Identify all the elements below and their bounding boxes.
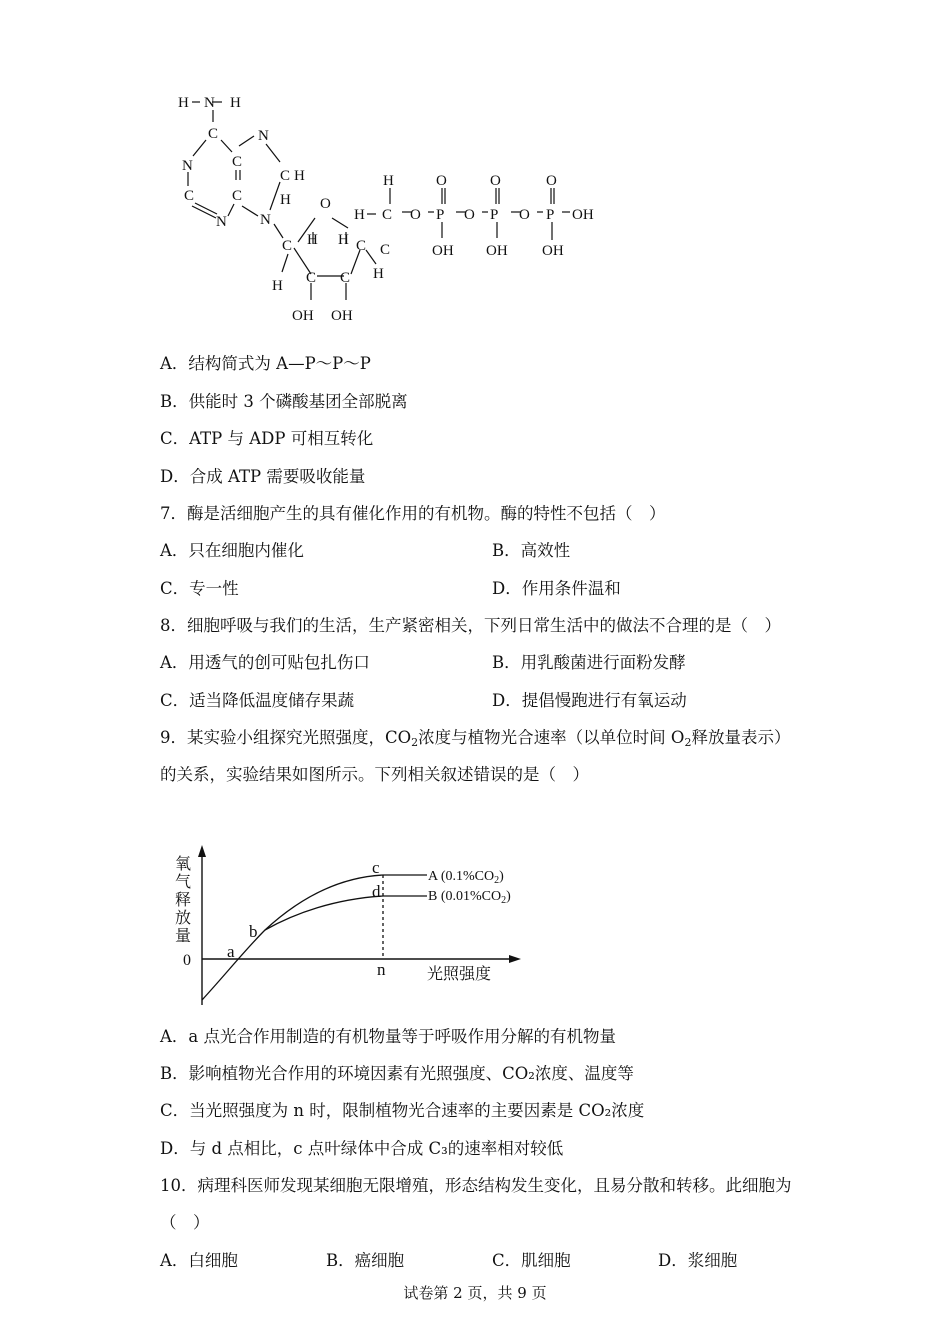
atom: H [373, 266, 384, 282]
atom: N [216, 214, 227, 230]
atp-atoms [178, 95, 594, 324]
atom: O [320, 196, 331, 212]
q8-option-d: D．提倡慢跑进行有氧运动 [492, 691, 687, 710]
q9-option-d: D．与 d 点相比，c 点叶绿体中合成 C₃的速率相对较低 [160, 1139, 564, 1158]
atom: C [306, 270, 317, 286]
atom: O [464, 207, 475, 223]
point-b-label: b [249, 922, 258, 941]
atom: O [546, 173, 557, 189]
atom: C [356, 238, 367, 254]
q6-option-b: B．供能时 3 个磷酸基团全部脱离 [160, 392, 408, 411]
atom: N [260, 212, 271, 228]
q7-option-a: A．只在细胞内催化 [160, 541, 304, 560]
q10-option-a: A．白细胞 [160, 1251, 238, 1270]
y-label-char: 量 [175, 928, 192, 945]
atom: P [490, 207, 499, 223]
page-footer: 试卷第 2 页，共 9 页 [403, 1284, 547, 1302]
q7-option-d: D．作用条件温和 [492, 579, 621, 598]
x-axis-arrow [509, 955, 521, 963]
atom: O [490, 173, 501, 189]
point-d-label: d [372, 882, 381, 901]
atom: H [307, 232, 318, 248]
atom: OH [486, 243, 508, 259]
q9-stem-line2: 的关系，实验结果如图所示。下列相关叙述错误的是（ ） [160, 765, 589, 784]
q9-option-b: B．影响植物光合作用的环境因素有光照强度、CO₂浓度、温度等 [160, 1064, 634, 1083]
atom: C [184, 188, 195, 204]
curve-b [265, 896, 427, 930]
atom: H [354, 207, 365, 223]
atom: C [340, 270, 351, 286]
atom: H [280, 192, 291, 208]
q6-option-d: D．合成 ATP 需要吸收能量 [160, 467, 366, 486]
atom: H [230, 95, 241, 111]
atom: O [410, 207, 421, 223]
y-label-char: 释 [175, 892, 192, 909]
curve-a [202, 875, 427, 1000]
atom: OH [572, 207, 594, 223]
q10-option-d: D．浆细胞 [658, 1251, 738, 1270]
atom: C [282, 238, 293, 254]
q9-option-a: A．a 点光合作用制造的有机物量等于呼吸作用分解的有机物量 [160, 1027, 617, 1046]
q10-stem: 10．病理科医师发现某细胞无限增殖，形态结构发生变化，且易分散和转移。此细胞为 [160, 1176, 792, 1195]
atom: C [208, 126, 219, 142]
point-c-label: c [372, 858, 380, 877]
atom: N [204, 95, 215, 111]
q10-option-b: B．癌细胞 [326, 1251, 405, 1270]
atp-structure-diagram [170, 88, 620, 333]
atom: H [272, 278, 283, 294]
q7-option-c: C．专一性 [160, 579, 239, 598]
q8-option-a: A．用透气的创可贴包扎伤口 [160, 653, 370, 672]
atom: OH [542, 243, 564, 259]
atom: H [338, 232, 349, 248]
atom: O [436, 173, 447, 189]
q6-option-a: A．结构简式为 A—P～P～P [160, 354, 371, 373]
y-axis-label [175, 855, 191, 945]
q6-option-c: C．ATP 与 ADP 可相互转化 [160, 429, 374, 448]
q10-option-c: C．肌细胞 [492, 1251, 571, 1270]
q9-stem: 9．某实验小组探究光照强度，$CO_2$浓度与植物光合速率（以单位时间 $O_2$释放量表示） [160, 728, 791, 749]
atom: P [546, 207, 555, 223]
q8-option-b: B．用乳酸菌进行面粉发酵 [492, 653, 686, 672]
atom: N [182, 158, 193, 174]
y-axis-arrow [198, 845, 206, 857]
x-axis-label: 光照强度 [427, 966, 492, 983]
atom: N [258, 128, 269, 144]
q7-stem: 7．酶是活细胞产生的具有催化作用的有机物。酶的特性不包括（ ） [160, 504, 666, 523]
atom: C [382, 207, 393, 223]
q8-stem: 8．细胞呼吸与我们的生活，生产紧密相关，下列日常生活中的做法不合理的是（ ） [160, 616, 781, 635]
atom: H [383, 173, 394, 189]
atom: C [232, 154, 243, 170]
y-label-char: 气 [175, 874, 192, 891]
atom: H [294, 168, 305, 184]
atom: C [232, 188, 243, 204]
atom: OH [292, 308, 314, 324]
origin-label: 0 [183, 952, 191, 969]
y-label-char: 放 [175, 910, 192, 927]
curve-b-label: B $(0.01\%CO_2)$ [428, 889, 511, 906]
atom: C [380, 242, 391, 258]
q9-option-c: C．当光照强度为 n 时，限制植物光合速率的主要因素是 CO₂浓度 [160, 1101, 645, 1120]
atom: OH [331, 308, 353, 324]
q7-option-b: B．高效性 [492, 541, 571, 560]
q10-stem-line2: （ ） [160, 1213, 210, 1232]
point-n-label: n [377, 960, 386, 979]
atom: H [178, 95, 189, 111]
curve-a-label: A $(0.1\%CO_2)$ [428, 869, 504, 886]
photosynthesis-graph [165, 835, 545, 1015]
point-a-label: a [227, 942, 235, 961]
atom: P [436, 207, 445, 223]
y-label-char: 氧 [175, 856, 192, 873]
q8-option-c: C．适当降低温度储存果蔬 [160, 691, 355, 710]
atom: OH [432, 243, 454, 259]
atom: C [280, 168, 291, 184]
atom: O [519, 207, 530, 223]
